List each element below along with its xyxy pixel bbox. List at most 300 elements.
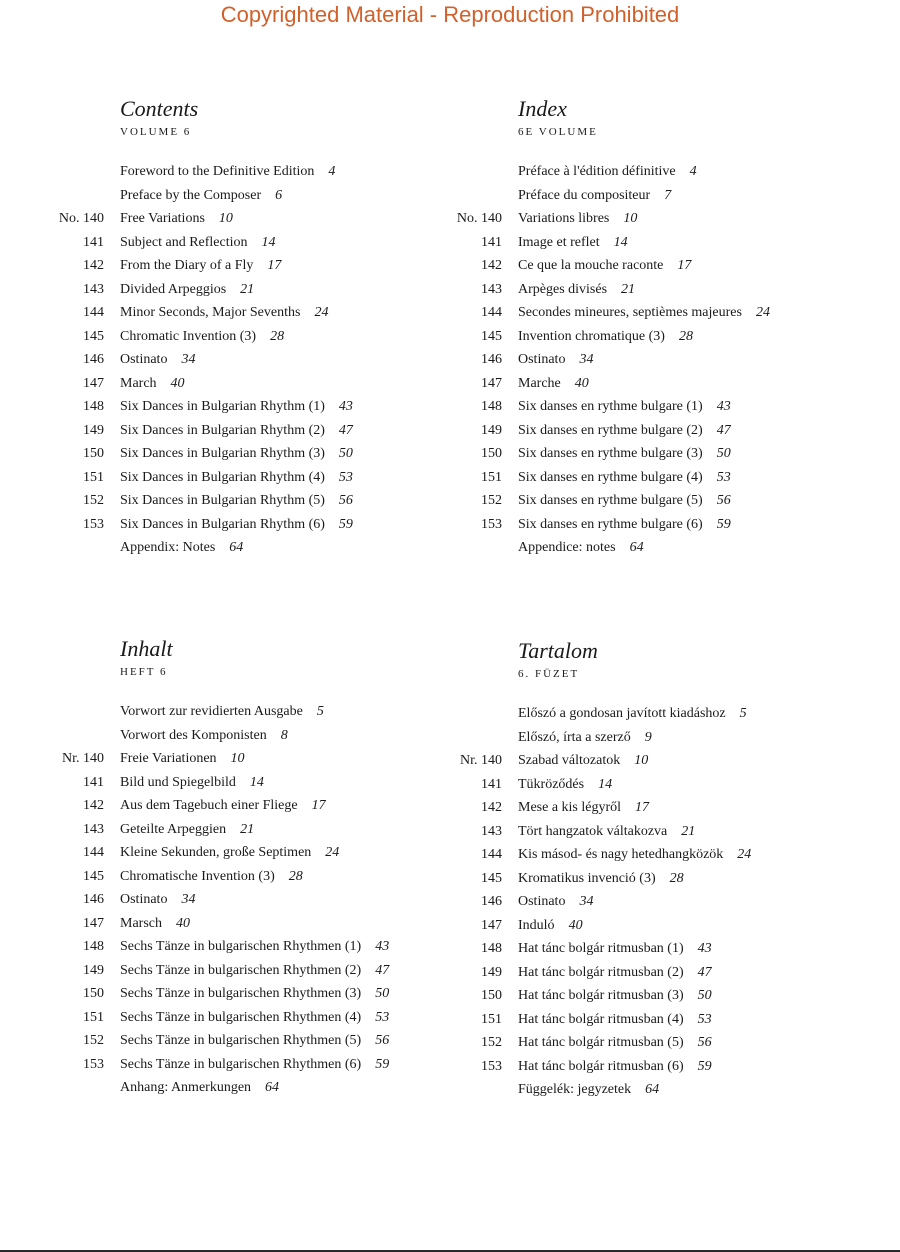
entry-page-number: 21	[240, 821, 255, 837]
entry-title: Ostinato	[120, 892, 168, 907]
toc-entry	[398, 961, 818, 985]
entry-number: 149	[83, 422, 104, 438]
entry-title-group	[120, 865, 303, 889]
entry-page-number: 24	[325, 845, 340, 860]
entry-page-number: 24	[755, 305, 770, 320]
entry-page-number: 43	[338, 399, 353, 414]
entry-title-group	[518, 231, 628, 255]
entry-title-group	[120, 1006, 389, 1030]
section-title: Contents	[120, 96, 199, 121]
entry-number: 147	[83, 915, 104, 931]
entry-page-number: 4	[689, 164, 697, 179]
entry-title: Kis másod- és nagy hetedhangközök	[518, 847, 724, 862]
entry-title-group	[120, 207, 233, 231]
entry-title-group	[120, 489, 353, 513]
entry-title: Preface by the Composer	[120, 187, 262, 203]
toc-entry	[0, 254, 420, 278]
toc-entry	[398, 395, 818, 419]
entry-page-number: 50	[697, 988, 712, 1003]
entry-page-number: 40	[568, 917, 583, 933]
entry-page-number: 56	[375, 1033, 390, 1048]
entry-number: 151	[481, 1011, 502, 1027]
entry-title: Hat tánc bolgár ritmusban (2)	[518, 964, 684, 980]
entry-page-number: 59	[375, 1056, 390, 1072]
entry-title-group	[120, 348, 195, 372]
section-title: Tartalom	[518, 638, 598, 663]
entry-title: Six danses en rythme bulgare (5)	[518, 493, 703, 508]
entry-page-number: 47	[697, 964, 712, 980]
entry-page-number: 56	[697, 1035, 712, 1050]
entry-page-number: 4	[328, 164, 336, 179]
entry-page-number: 47	[338, 422, 353, 438]
entry-list	[0, 160, 420, 560]
entry-number: 150	[481, 446, 502, 461]
entry-title: Free Variations	[120, 211, 205, 226]
toc-entry	[398, 726, 818, 750]
entry-title: Kromatikus invenció (3)	[518, 870, 656, 886]
entry-title-group	[120, 160, 335, 184]
entry-title: Six Dances in Bulgarian Rhythm (3)	[120, 446, 325, 461]
entry-page-number: 17	[677, 258, 692, 273]
entry-number: 144	[83, 305, 104, 320]
section-subtitle: 6E VOLUME	[518, 126, 598, 138]
entry-title: Invention chromatique (3)	[518, 328, 665, 344]
entry-title-group	[518, 278, 635, 302]
entry-title: Préface du compositeur	[518, 187, 651, 203]
toc-entry	[0, 1053, 420, 1077]
entry-title-group	[518, 820, 695, 844]
entry-page-number: 17	[635, 800, 650, 815]
entry-title: Chromatic Invention (3)	[120, 328, 257, 344]
entry-page-number: 53	[338, 469, 353, 485]
entry-number: 153	[83, 1056, 104, 1072]
entry-title-group	[120, 395, 353, 419]
entry-title: Bild und Spiegelbild	[120, 774, 236, 790]
entry-title: Six danses en rythme bulgare (3)	[518, 446, 703, 461]
entry-number: 150	[83, 986, 104, 1001]
entry-title: Sechs Tänze in bulgarischen Rhythmen (5)	[120, 1033, 362, 1048]
entry-title-group	[120, 1029, 389, 1053]
entry-title-group	[518, 749, 648, 773]
entry-title: Six danses en rythme bulgare (4)	[518, 469, 703, 485]
entry-number: 150	[83, 446, 104, 461]
toc-entry	[0, 771, 420, 795]
entry-title: Six Dances in Bulgarian Rhythm (5)	[120, 493, 325, 508]
entry-page-number: 8	[280, 727, 288, 743]
entry-title: Szabad változatok	[518, 753, 621, 768]
toc-entry	[0, 536, 420, 560]
entry-title-group	[120, 466, 353, 490]
entry-title-group	[120, 325, 284, 349]
entry-number: 148	[83, 939, 104, 954]
entry-title: Induló	[518, 917, 555, 933]
toc-entry	[0, 442, 420, 466]
entry-number: 153	[83, 516, 104, 532]
entry-number: 145	[481, 870, 502, 886]
entry-page-number: 43	[697, 941, 712, 956]
entry-title-group	[518, 419, 731, 443]
toc-entry	[398, 301, 818, 325]
toc-entry	[398, 372, 818, 396]
entry-number: 148	[481, 941, 502, 956]
entry-title: Hat tánc bolgár ritmusban (1)	[518, 941, 684, 956]
entry-page-number: 10	[230, 751, 245, 766]
entry-number: 142	[481, 800, 502, 815]
entry-number: 151	[481, 469, 502, 485]
entry-title-group	[518, 160, 697, 184]
entry-page-number: 53	[716, 469, 731, 485]
toc-entry	[0, 1029, 420, 1053]
entry-title-group	[120, 442, 353, 466]
entry-number: 143	[83, 821, 104, 837]
toc-entry	[0, 700, 420, 724]
entry-title: Geteilte Arpeggien	[120, 821, 227, 837]
toc-entry	[0, 959, 420, 983]
toc-entry	[398, 278, 818, 302]
entry-page-number: 7	[664, 187, 672, 203]
entry-title: Variations libres	[518, 211, 610, 226]
entry-title: Chromatische Invention (3)	[120, 868, 275, 884]
toc-entry	[398, 325, 818, 349]
entry-page-number: 40	[574, 375, 589, 391]
toc-entry	[0, 160, 420, 184]
entry-page-number: 21	[240, 281, 255, 297]
entry-page-number: 5	[316, 704, 324, 719]
entry-page-number: 5	[739, 706, 747, 721]
entry-number: 144	[83, 845, 104, 860]
entry-title-group	[120, 841, 339, 865]
entry-number: 153	[481, 1058, 502, 1074]
toc-entry	[398, 1078, 818, 1102]
entry-number: 144	[481, 305, 502, 320]
entry-title: Hat tánc bolgár ritmusban (5)	[518, 1035, 684, 1050]
entry-title: Divided Arpeggios	[120, 281, 227, 297]
toc-entry	[398, 820, 818, 844]
entry-title: Vorwort des Komponisten	[120, 727, 267, 743]
entry-number: 149	[481, 964, 502, 980]
entry-page-number: 47	[716, 422, 731, 438]
entry-page-number: 50	[338, 446, 353, 461]
entry-page-number: 59	[716, 516, 731, 532]
entry-number: 146	[481, 894, 502, 909]
entry-number: 142	[83, 258, 104, 273]
entry-title-group	[518, 325, 693, 349]
toc-entry	[398, 466, 818, 490]
entry-title-group	[518, 466, 731, 490]
entry-title-group	[120, 818, 254, 842]
entry-number: 144	[481, 847, 502, 862]
entry-title-group	[120, 888, 195, 912]
section-subtitle: HEFT 6	[120, 666, 168, 678]
entry-title: Freie Variationen	[120, 751, 217, 766]
entry-page-number: 40	[170, 375, 185, 391]
toc-entry	[398, 489, 818, 513]
entry-page-number: 14	[613, 234, 628, 250]
entry-title: Hat tánc bolgár ritmusban (3)	[518, 988, 684, 1003]
entry-page-number: 56	[716, 493, 731, 508]
toc-entry	[0, 301, 420, 325]
toc-entry	[398, 1008, 818, 1032]
entry-number: 152	[83, 1033, 104, 1048]
entry-title: Ce que la mouche raconte	[518, 258, 664, 273]
toc-entry	[398, 442, 818, 466]
toc-entry	[398, 419, 818, 443]
entry-page-number: 21	[621, 281, 636, 297]
entry-title: Six danses en rythme bulgare (2)	[518, 422, 703, 438]
entry-number: 145	[83, 868, 104, 884]
entry-title-group	[120, 184, 282, 208]
entry-page-number: 34	[181, 352, 196, 367]
entry-page-number: 14	[598, 776, 613, 792]
entry-title-group	[518, 1008, 712, 1032]
entry-title-group	[518, 513, 731, 537]
entry-number: 151	[83, 1009, 104, 1025]
entry-page-number: 64	[645, 1082, 660, 1097]
toc-entry	[0, 794, 420, 818]
toc-entry	[398, 796, 818, 820]
entry-page-number: 50	[716, 446, 731, 461]
entry-page-number: 64	[229, 540, 244, 555]
entry-title-group	[120, 278, 254, 302]
entry-title: Sechs Tänze in bulgarischen Rhythmen (6)	[120, 1056, 362, 1072]
toc-entry	[0, 935, 420, 959]
entry-title-group	[518, 773, 612, 797]
entry-title-group	[120, 372, 185, 396]
toc-entry	[0, 489, 420, 513]
entry-number: 141	[481, 776, 502, 792]
entry-title-group	[518, 726, 652, 750]
toc-entry	[398, 348, 818, 372]
entry-page-number: 28	[678, 328, 693, 344]
section-title: Inhalt	[120, 636, 173, 661]
entry-title-group	[518, 984, 712, 1008]
entry-page-number: 28	[270, 328, 285, 344]
toc-entry	[398, 184, 818, 208]
entry-list	[398, 702, 818, 1102]
entry-title-group	[518, 442, 731, 466]
entry-page-number: 64	[629, 540, 644, 555]
entry-title-group	[518, 961, 712, 985]
entry-title-group	[120, 513, 353, 537]
entry-title: March	[120, 375, 157, 391]
entry-title-group	[518, 843, 751, 867]
entry-page-number: 47	[375, 962, 390, 978]
toc-entry	[398, 867, 818, 891]
entry-title: From the Diary of a Fly	[120, 258, 254, 273]
entry-list	[0, 700, 420, 1100]
entry-number: 141	[481, 234, 502, 250]
entry-page-number: 24	[314, 305, 329, 320]
toc-entry	[0, 207, 420, 231]
toc-entry	[0, 912, 420, 936]
entry-page-number: 59	[697, 1058, 712, 1074]
entry-number: 141	[83, 774, 104, 790]
entry-title-group	[120, 912, 190, 936]
entry-number: 146	[83, 352, 104, 367]
entry-page-number: 10	[634, 753, 649, 768]
entry-title-group	[518, 395, 731, 419]
entry-number: 152	[481, 1035, 502, 1050]
entry-number: 151	[83, 469, 104, 485]
toc-entry	[398, 513, 818, 537]
entry-title: Six Dances in Bulgarian Rhythm (1)	[120, 399, 325, 414]
entry-title-group	[120, 254, 281, 278]
toc-entry	[398, 231, 818, 255]
entry-title: Subject and Reflection	[120, 234, 248, 250]
toc-entry	[0, 466, 420, 490]
entry-title: Six Dances in Bulgarian Rhythm (4)	[120, 469, 325, 485]
toc-entry	[0, 395, 420, 419]
entry-title-group	[518, 301, 770, 325]
entry-title: Hat tánc bolgár ritmusban (6)	[518, 1058, 684, 1074]
entry-title-group	[120, 771, 264, 795]
entry-number: 143	[481, 281, 502, 297]
entry-title-group	[120, 231, 276, 255]
entry-list	[398, 160, 818, 560]
entry-number: 153	[481, 516, 502, 532]
entry-title: Előszó, írta a szerző	[518, 729, 631, 745]
entry-title: Appendix: Notes	[120, 540, 216, 555]
entry-number: 150	[481, 988, 502, 1003]
toc-entry	[0, 348, 420, 372]
entry-page-number: 14	[261, 234, 276, 250]
toc-entry	[0, 231, 420, 255]
entry-number: 147	[481, 917, 502, 933]
entry-title-group	[518, 207, 637, 231]
entry-number: 145	[83, 328, 104, 344]
entry-page-number: 28	[669, 870, 684, 886]
entry-page-number: 28	[288, 868, 303, 884]
copyright-banner: Copyrighted Material - Reproduction Prohibited	[220, 2, 680, 27]
entry-page-number: 43	[375, 939, 390, 954]
entry-title: Image et reflet	[518, 234, 600, 250]
entry-title: Appendice: notes	[518, 540, 616, 555]
entry-title-group	[518, 1055, 712, 1079]
toc-entry	[0, 1006, 420, 1030]
entry-title-group	[518, 254, 691, 278]
entry-title-group	[518, 890, 593, 914]
toc-entry	[0, 747, 420, 771]
entry-page-number: 10	[218, 211, 233, 226]
toc-entry	[0, 724, 420, 748]
entry-title: Six Dances in Bulgarian Rhythm (6)	[120, 516, 325, 532]
entry-page-number: 59	[338, 516, 353, 532]
entry-page-number: 21	[681, 823, 696, 839]
toc-entry	[398, 749, 818, 773]
toc-entry	[0, 325, 420, 349]
entry-title-group	[120, 301, 328, 325]
entry-title: Sechs Tänze in bulgarischen Rhythmen (1)	[120, 939, 362, 954]
entry-number: 147	[481, 375, 502, 391]
entry-title: Anhang: Anmerkungen	[120, 1080, 252, 1095]
entry-title: Marche	[518, 375, 561, 391]
entry-title: Six Dances in Bulgarian Rhythm (2)	[120, 422, 325, 438]
entry-title: Tört hangzatok váltakozva	[518, 823, 668, 839]
entry-number: 152	[83, 493, 104, 508]
entry-title: Függelék: jegyzetek	[518, 1082, 632, 1097]
toc-entry	[0, 888, 420, 912]
entry-title: Ostinato	[518, 894, 566, 909]
toc-entry	[398, 984, 818, 1008]
toc-entry	[0, 982, 420, 1006]
entry-page-number: 14	[249, 774, 264, 790]
toc-entry	[398, 890, 818, 914]
toc-entry	[398, 773, 818, 797]
entry-title-group	[518, 914, 583, 938]
toc-entry	[398, 207, 818, 231]
entry-title-group	[518, 348, 593, 372]
entry-number: 143	[481, 823, 502, 839]
entry-page-number: 24	[737, 847, 752, 862]
toc-entry	[0, 513, 420, 537]
section-subtitle: 6. FÜZET	[518, 668, 580, 680]
entry-number: 149	[481, 422, 502, 438]
entry-title: Mese a kis légyről	[518, 800, 622, 815]
entry-title-group	[120, 724, 288, 748]
entry-number: 142	[481, 258, 502, 273]
entry-page-number: 53	[375, 1009, 390, 1025]
entry-title-group	[518, 867, 684, 891]
entry-page-number: 10	[623, 211, 638, 226]
entry-number: No. 140	[58, 211, 104, 226]
entry-title-group	[518, 702, 747, 726]
entry-title: Előszó a gondosan javított kiadáshoz	[518, 706, 726, 721]
entry-title: Six danses en rythme bulgare (6)	[518, 516, 703, 532]
entry-title-group	[120, 959, 389, 983]
entry-page-number: 50	[375, 986, 390, 1001]
entry-title: Hat tánc bolgár ritmusban (4)	[518, 1011, 684, 1027]
entry-page-number: 40	[176, 915, 190, 931]
section-title: Index	[518, 96, 567, 121]
entry-title-group	[120, 419, 353, 443]
toc-entry	[0, 1076, 420, 1100]
toc-entry	[0, 184, 420, 208]
toc-entry	[0, 818, 420, 842]
entry-title: Kleine Sekunden, große Septimen	[120, 845, 312, 860]
entry-title: Marsch	[120, 915, 162, 931]
entry-number: 142	[83, 798, 104, 813]
entry-page-number: 17	[267, 258, 282, 273]
entry-number: 148	[481, 399, 502, 414]
toc-entry	[0, 419, 420, 443]
entry-title-group	[518, 796, 649, 820]
entry-number: Nr. 140	[62, 751, 104, 766]
entry-title-group	[518, 184, 671, 208]
toc-entry	[398, 160, 818, 184]
toc-entry	[398, 843, 818, 867]
entry-number: No. 140	[456, 211, 502, 226]
entry-title-group	[518, 1031, 712, 1055]
entry-title-group	[120, 536, 243, 560]
entry-title-group	[120, 747, 245, 771]
toc-entry	[398, 914, 818, 938]
section-subtitle: VOLUME 6	[120, 126, 192, 138]
entry-title-group	[120, 1053, 389, 1077]
entry-page-number: 56	[338, 493, 353, 508]
entry-number: 149	[83, 962, 104, 978]
toc-entry	[398, 536, 818, 560]
entry-title: Sechs Tänze in bulgarischen Rhythmen (2)	[120, 962, 362, 978]
entry-title: Ostinato	[518, 352, 566, 367]
entry-title: Foreword to the Definitive Edition	[120, 164, 315, 179]
entry-title: Préface à l'édition définitive	[518, 164, 676, 179]
entry-title: Sechs Tänze in bulgarischen Rhythmen (3)	[120, 986, 362, 1001]
entry-number: 147	[83, 375, 104, 391]
entry-number: 141	[83, 234, 104, 250]
toc-entry	[398, 1031, 818, 1055]
entry-title-group	[518, 1078, 659, 1102]
toc-entry	[0, 278, 420, 302]
